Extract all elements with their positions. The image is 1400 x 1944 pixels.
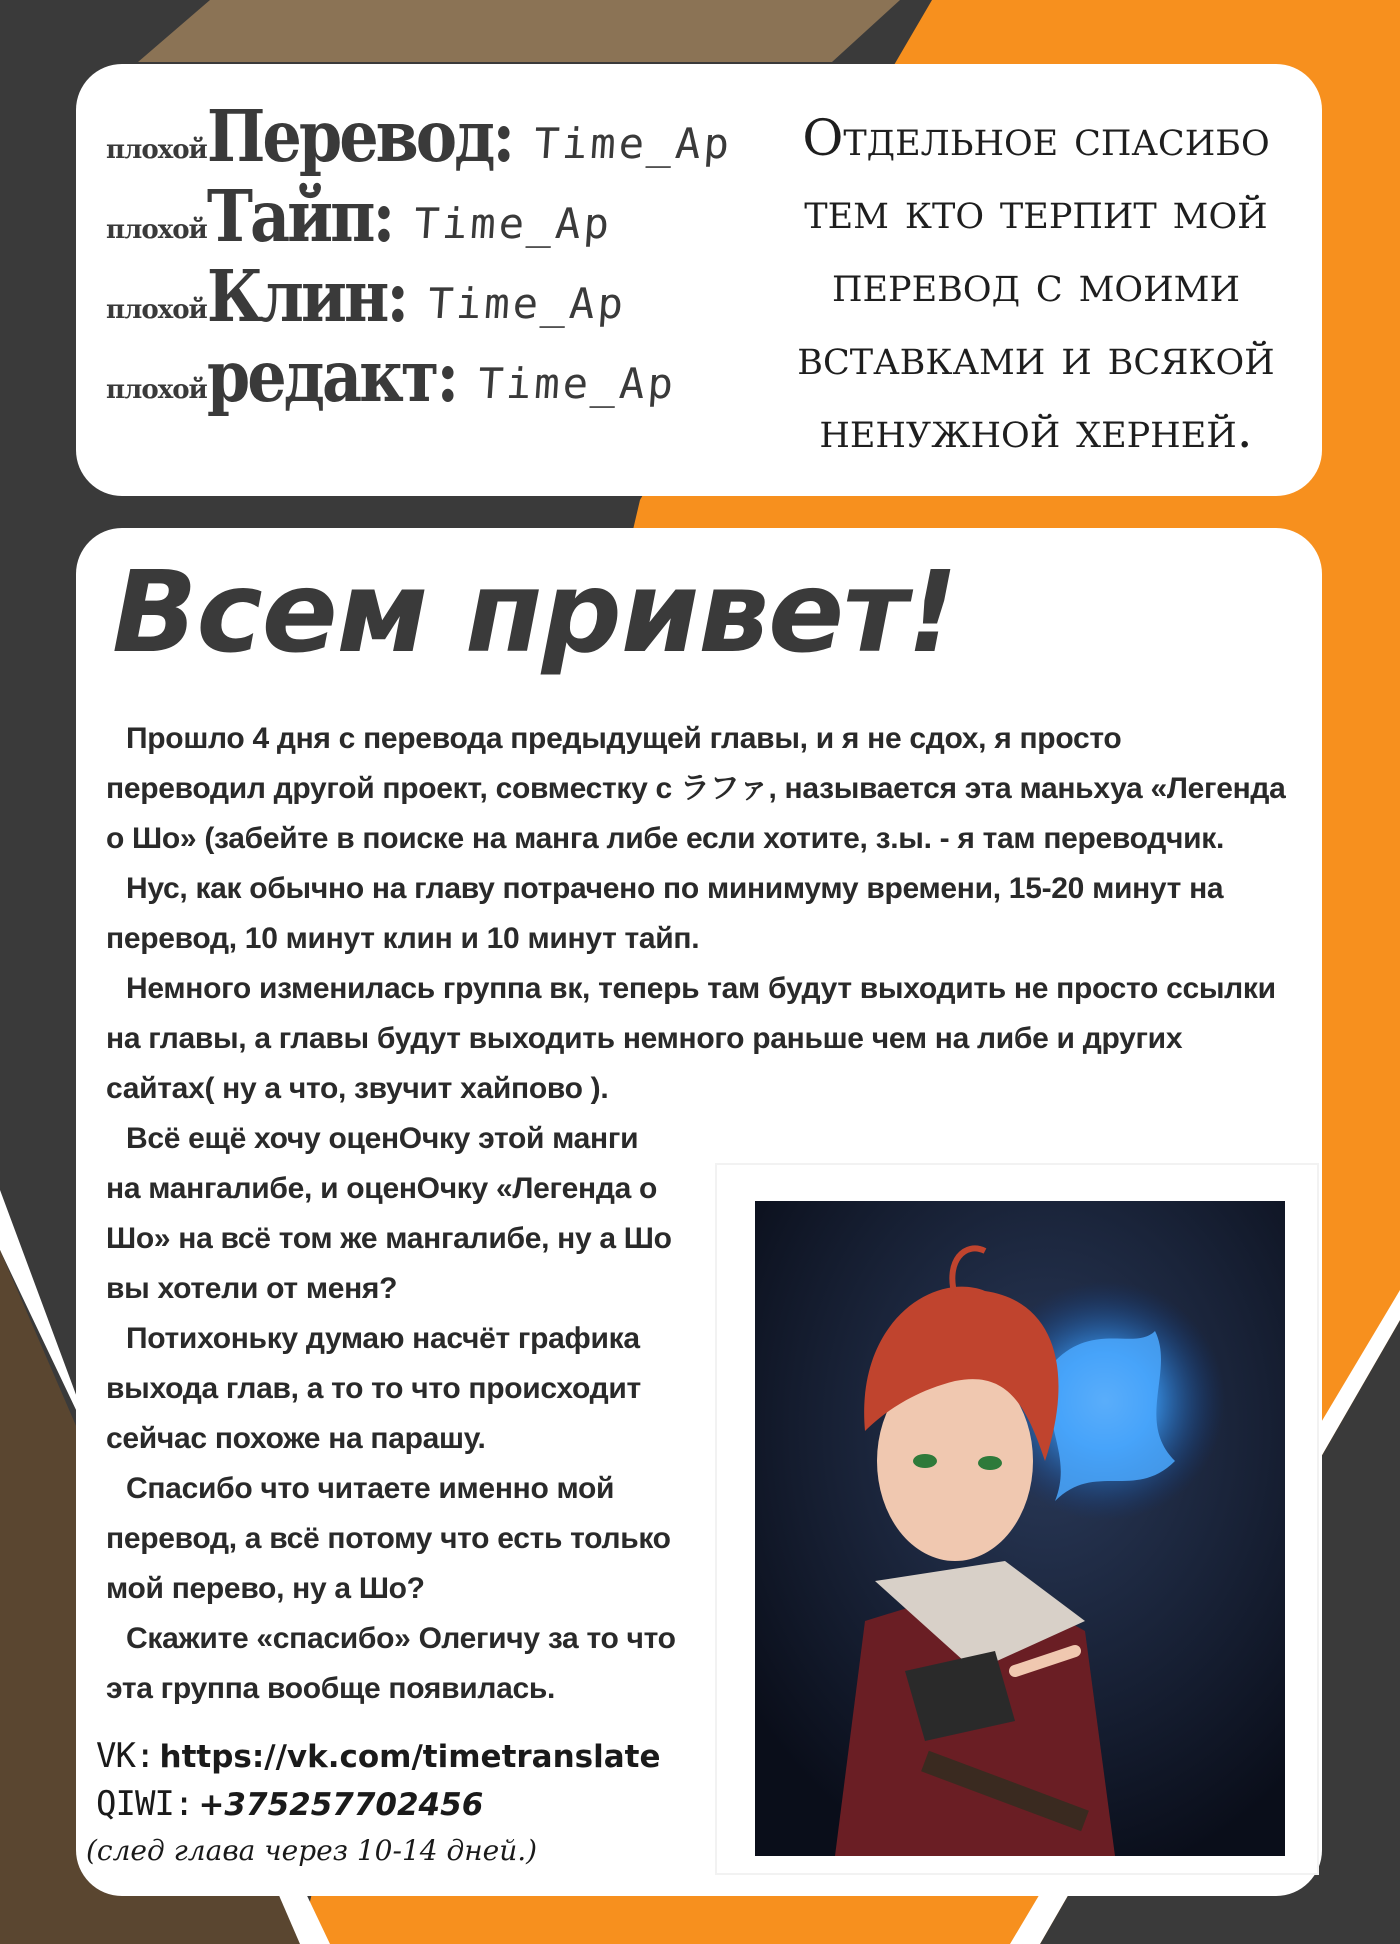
vk-label: VK: (96, 1736, 155, 1776)
credit-name: Time_Ap (476, 359, 678, 408)
artwork-frame (717, 1165, 1317, 1873)
left-eye (913, 1454, 937, 1468)
paragraph-1: Прошло 4 дня с перевода предыдущей главы, и я не сдох, я просто переводил другой проект, совместку с ラファ, называется эта маньхуа «Легенда о Шо» (забейте в поиске на манга либе если хотите, з.ы. - я там переводчик. (106, 722, 1286, 855)
credit-name: Time_Ap (412, 199, 615, 248)
paragraph-4: Всё ещё хочу оценОчку этой манги на мангалибе, и оценОчку «Легенда о Шо» на всё том же мангалибе, ну а Шо вы хотели от меня? (106, 1122, 672, 1305)
paragraph-6: Спасибо что читаете именно мой перевод, а всё потому что есть только мой перево, ну а Шо? (106, 1472, 671, 1605)
paragraph-7: Скажите «спасибо» Олегичу за то что эта группа вообще появилась. (106, 1622, 676, 1705)
credit-role: Перевод: (206, 94, 513, 179)
thanks-text: Отдельное спасибо тем кто терпит мой перевод с моими вставками и всякой ненужной херней. (797, 109, 1275, 459)
credit-editing (106, 334, 678, 419)
vk-contact (96, 1736, 661, 1776)
vk-link[interactable]: https://vk.com/timetranslate (159, 1739, 661, 1775)
credit-prefix: плохой (106, 295, 207, 325)
qiwi-contact (96, 1784, 483, 1824)
credits-card (76, 64, 1322, 496)
main-card (76, 528, 1322, 1896)
credit-role: Клин: (206, 254, 407, 339)
credit-name: Time_Ap (426, 279, 628, 328)
credit-role: Тайп: (206, 174, 393, 259)
credit-cleaning (106, 254, 628, 339)
paragraph-2: Нус, как обычно на главу потрачено по минимуму времени, 15-20 минут на перевод, 10 минут клин и 10 минут тайп. (106, 872, 1224, 955)
credit-name: Time_Ap (532, 119, 735, 168)
next-chapter-note: (след глава через 10-14 дней.) (86, 1834, 538, 1867)
qiwi-number: +375257702456 (198, 1787, 484, 1823)
credit-prefix: плохой (106, 135, 207, 165)
paragraph-5: Потихоньку думаю насчёт графика выхода глав, а то то что происходит сейчас похоже на парашу. (106, 1322, 641, 1455)
right-eye (978, 1456, 1002, 1470)
background-brown-stripe-top (138, 0, 900, 62)
credit-prefix: плохой (106, 215, 207, 245)
credit-typesetting (106, 174, 615, 259)
greeting-heading: Всем привет! (112, 548, 958, 678)
credit-prefix: плохой (106, 375, 207, 405)
credit-role: редакт: (206, 334, 457, 419)
paragraph-3: Немного изменилась группа вк, теперь там будут выходить не просто ссылки на главы, а главы будут выходить немного раньше чем на либе и других сайтах( ну а что, звучит хайпово ). (106, 972, 1276, 1105)
character-artwork (755, 1201, 1285, 1856)
credit-translation (106, 94, 735, 179)
qiwi-label: QIWI: (96, 1784, 194, 1824)
